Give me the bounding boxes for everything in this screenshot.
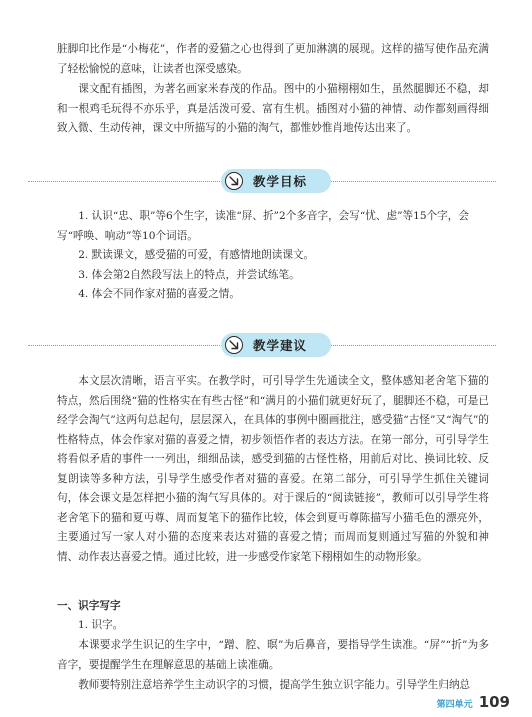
goal-item: 3. 体会第2自然段写法上的特点，并尝试练笔。 bbox=[78, 268, 300, 281]
goal-item: 1. 认识“忠、职”等6个生字，读准“屏、折”2个多音字，会写“忧、虑”等15个字，会写“呼唤、响动”等10个词语。 bbox=[57, 210, 469, 242]
arrow-down-right-icon bbox=[225, 336, 243, 354]
literacy-heading: 一、识字写字 bbox=[57, 600, 121, 612]
goal-item: 2. 默读课文，感受猫的可爱，有感情地朗读课文。 bbox=[78, 249, 315, 261]
arrow-down-right-icon bbox=[225, 172, 243, 190]
goal-item: 4. 体会不同作家对猫的喜爱之情。 bbox=[78, 288, 240, 300]
literacy-paragraph-1: 本课要求学生识记的生字中，“蹭、腔、暝”为后鼻音，要指导学生读准。“屏”“折”为多音字，要提醒学生在理解意思的基础上读准确。 bbox=[57, 639, 489, 671]
section-suggestions-header bbox=[28, 333, 496, 359]
section-suggestions-pill bbox=[221, 333, 331, 357]
intro-paragraph-2: 课文配有插图，为著名画家米春茂的作品。图中的小猫栩栩如生，虽然腿脚还不稳，却和一根鸡毛玩得不亦乐乎，真是活泼可爱、富有生机。插图对小猫的神情、动作都刻画得细致入微、生动传神，课文中所描写的小猫的淘气，都惟妙惟肖地传达出来了。 bbox=[57, 83, 489, 134]
suggestions-body: 本文层次清晰，语言平实。在教学时，可引导学生先通读全文，整体感知老舍笔下猫的特点，然后围绕“猫的性格实在有些古怪”和“满月的小猫们就更好玩了，腿脚还不稳，可是已经学会淘气”这两句总起句，层层深入，在具体的事例中圈画批注，感受猫“古怪”又“淘气”的性格特点，体会作家对猫的喜爱之情，初步领悟作者的表达方法。在第一部分，可引导学生将看似矛盾的事件一一列出，细细品读，感受到猫的古怪性格，用前后对比、换词比较、反复朗读等多种方法，引导学生感受作者对猫的喜爱。在第二部分，可引导学生抓住关键词句，体会课文是怎样把小猫的淘气写具体的。对于课后的“阅读链接”，教师可以引导学生将老舍笔下的猫和夏丏尊、周而复笔下的猫作比较，体会到夏丏尊陈描写小猫毛色的漂亮外，主要通过写一家人对小猫的态度来表达对猫的喜爱之情；而周而复则通过写猫的外貌和神情、动作表达喜爱之情。通过比较，进一步感受作家笔下栩栩如生的动物形象。 bbox=[57, 375, 489, 563]
unit-label: 第四单元 bbox=[436, 700, 473, 710]
section-goals-header bbox=[28, 169, 496, 195]
goals-list bbox=[57, 207, 489, 305]
intro-paragraph-1: 脏脚印比作是“小梅花”，作者的爱猫之心也得到了更加淋漓的展现。这样的描写使作品充满了轻松愉悦的意味，让读者也深受感染。 bbox=[57, 43, 489, 75]
page-footer bbox=[437, 693, 510, 711]
section-suggestions-title: 教学建议 bbox=[253, 338, 308, 353]
page-number: 109 bbox=[478, 693, 510, 711]
section-goals-pill bbox=[221, 169, 331, 193]
literacy-paragraph-2: 教师要特别注意培养学生主动识字的习惯，提高学生独立识字能力。引导学生归纳总 bbox=[78, 679, 471, 691]
section-goals-title: 教学目标 bbox=[253, 174, 308, 189]
literacy-subheading: 1. 识字。 bbox=[78, 619, 124, 631]
